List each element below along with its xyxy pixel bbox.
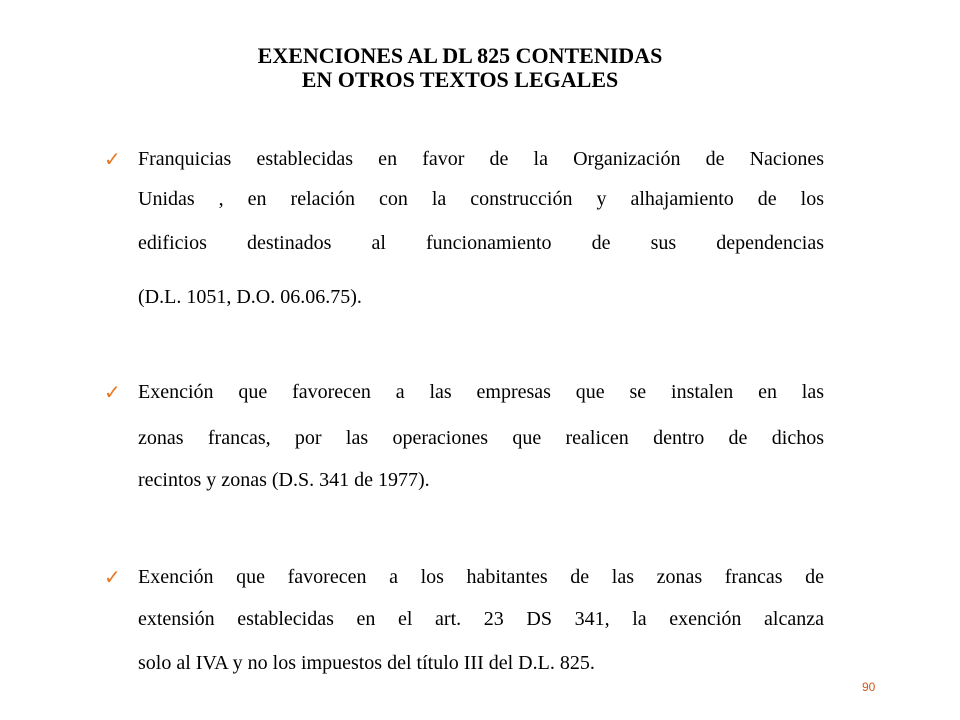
- bullet-1-line-3: edificios destinados al funcionamiento de sus dependencias: [138, 232, 824, 254]
- title-line-1: EXENCIONES AL DL 825 CONTENIDAS: [257, 43, 663, 68]
- bullet-2-line-1: Exención que favorecen a las empresas que se instalen en las: [138, 381, 824, 403]
- slide-title: [0, 44, 920, 92]
- check-icon: ✓: [104, 380, 121, 404]
- check-icon: ✓: [104, 147, 121, 171]
- bullet-3-line-2: extensión establecidas en el art. 23 DS 341, la exención alcanza: [138, 608, 824, 630]
- bullet-2-line-3: recintos y zonas (D.S. 341 de 1977).: [138, 469, 430, 491]
- bullet-1-line-1: Franquicias establecidas en favor de la Organización de Naciones: [138, 148, 824, 170]
- bullet-1-line-4: (D.L. 1051, D.O. 06.06.75).: [138, 286, 362, 308]
- bullet-2-line-2: zonas francas, por las operaciones que realicen dentro de dichos: [138, 427, 824, 449]
- bullet-3-line-3: solo al IVA y no los impuestos del título III del D.L. 825.: [138, 652, 595, 674]
- title-line-2: EN OTROS TEXTOS LEGALES: [301, 67, 619, 92]
- page-number: 90: [862, 680, 876, 694]
- check-icon: ✓: [104, 565, 121, 589]
- bullet-1-line-2: Unidas , en relación con la construcción y alhajamiento de los: [138, 188, 824, 210]
- bullet-3-line-1: Exención que favorecen a los habitantes de las zonas francas de: [138, 566, 824, 588]
